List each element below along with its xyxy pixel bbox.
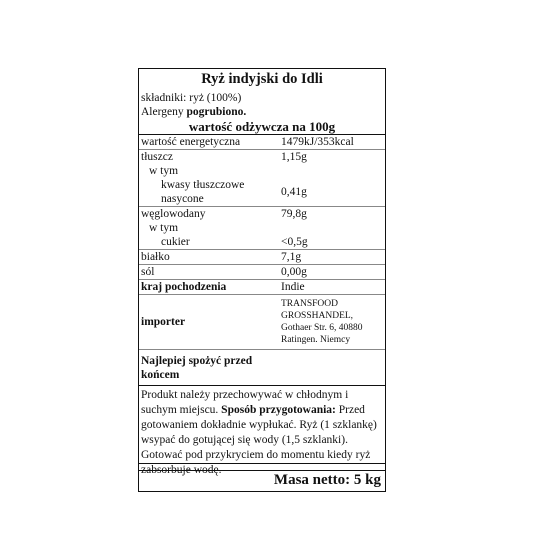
nutrition-row [139,150,385,165]
origin-label: kraj pochodzenia [139,280,279,295]
ingredients-line: składniki: ryż (100%) [141,92,242,104]
nutrient-value: 0,00g [279,265,385,280]
nutrient-label: w tym [149,165,179,177]
nutrient-label: tłuszcz [141,151,173,163]
nutrient-label: sól [139,265,279,280]
storage-instructions [139,386,385,476]
nutrient-value: 1479kJ/353kcal [279,135,385,150]
net-mass: Masa netto: 5 kg [273,472,381,488]
nutrient-value: 79,8g [281,208,307,220]
nutrient-label: cukier [139,235,279,250]
nutrient-label: kwasy tłuszczowe nasycone [139,178,279,207]
nutrition-row [139,207,385,222]
nutrient-value [279,164,385,178]
nutrition-row [139,135,385,150]
origin-value: Indie [279,280,385,295]
nutrient-value [279,221,385,235]
nutrition-row [139,178,385,207]
divider [139,464,385,471]
nutrition-row [139,235,385,250]
nutrient-value: <0,5g [279,235,385,250]
nutrient-label: węglowodany [141,208,206,220]
preparation-label: Sposób przygotowania: [221,404,336,416]
nutrient-value: 0,41g [279,178,385,207]
allergens-prefix: Alergeny [141,106,184,118]
storage-text: Produkt należy przechowywać w chłodnym i suchym miejscu. [141,389,349,416]
importer-value: TRANSFOOD GROSSHANDEL, Gothaer Str. 6, 40880 Ratingen. Niemcy [279,295,385,350]
nutrition-row [139,164,385,178]
product-label [138,68,386,492]
product-title: Ryż indyjski do Idli [201,71,323,87]
nutrition-row [139,265,385,280]
nutrient-label: w tym [149,222,179,234]
nutrition-row [139,221,385,235]
nutrient-label: wartość energetyczna [139,135,279,150]
origin-row [139,280,385,295]
best-before [139,350,385,386]
preparation-text: Przed gotowaniem dokładnie wypłukać. Ryż (1 szklankę) wsypać do gotującej się wody (1,5 szklanki). Gotować pod przykryciem do momentu kiedy ryż zabsorbuje wodę. [141,404,377,476]
nutrition-row [139,250,385,265]
nutrition-header: wartość odżywcza na 100g [139,119,385,135]
nutrition-table [139,135,385,350]
nutrient-value: 7,1g [279,250,385,265]
allergens-line [139,105,385,119]
importer-row [139,295,385,350]
importer-label: importer [139,295,279,350]
best-before-text: Najlepiej spożyć przed końcem [141,355,253,381]
allergens-bold: pogrubiono. [186,106,247,118]
nutrient-label: białko [139,250,279,265]
nutrient-value: 1,15g [281,151,307,163]
